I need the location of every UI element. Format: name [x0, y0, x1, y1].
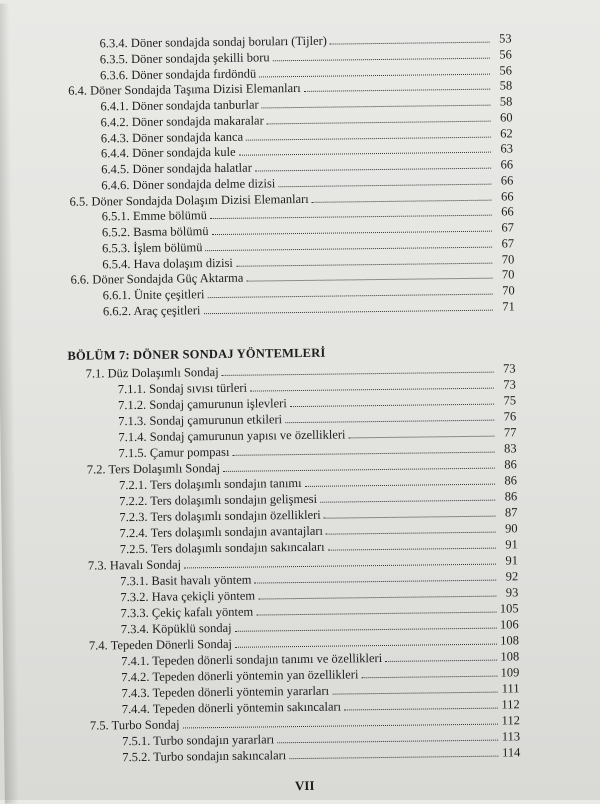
- toc-entry-page: 70: [501, 267, 515, 282]
- toc-entry-text: Döner Sondajda Dolaşım Dizisi Elemanları: [91, 191, 309, 209]
- toc-entry-text: Tepeden dönerli yöntemin yan özellikleri: [152, 667, 359, 684]
- toc-entry-number: 7.4.4.: [121, 701, 150, 717]
- toc-entry-text: Ters dolaşımlı sondajın sakıncaları: [150, 539, 325, 556]
- toc-entry-number: 7.1.2.: [117, 397, 147, 413]
- toc-entry-text: Tepeden Dönerli Sondaj: [110, 636, 233, 653]
- dot-leader: [285, 420, 494, 424]
- toc-entry-page: 112: [501, 713, 521, 728]
- toc-entry-text: Döner sondajda tanburlar: [131, 97, 259, 114]
- toc-entry-page: 114: [501, 745, 521, 760]
- toc-entry-text: Çamur pompası: [149, 444, 230, 460]
- toc-entry-title: [121, 621, 232, 636]
- toc-entry-number: 6.3.6.: [99, 67, 129, 82]
- toc-entry-page: 108: [500, 633, 520, 648]
- toc-section-chapter-6: [0, 0, 595, 319]
- toc-entry-page: 58: [499, 94, 513, 109]
- toc-entry-number: 6.4.6.: [101, 177, 130, 193]
- toc-entry-text: Ters Dolaşımlı Sondaj: [108, 460, 221, 477]
- toc-entry-number: 6.4.2.: [100, 114, 129, 130]
- toc-entry-page: 112: [501, 697, 520, 712]
- dot-leader: [289, 756, 498, 760]
- toc-entry-page: 73: [503, 361, 516, 376]
- toc-entry-page: 108: [500, 649, 520, 664]
- toc-entry-number: 6.5.2.: [101, 225, 131, 240]
- toc-entry-text: Döner sondajda fırdöndü: [131, 66, 257, 82]
- dot-leader: [328, 548, 496, 551]
- toc-entry-number: 7.5.: [89, 718, 109, 733]
- toc-entry-page: 111: [501, 681, 520, 696]
- toc-entry-number: 7.1.: [85, 366, 105, 381]
- toc-entry-text: Döner Sondajda Taşıma Dizisi Elemanları: [89, 81, 301, 98]
- toc-entry-page: 66: [500, 173, 514, 188]
- dot-leader: [361, 676, 497, 679]
- toc-entry-text: Havalı Sondaj: [109, 557, 182, 573]
- toc-entry-text: Döner sondajda sondaj boruları (Tijler): [130, 33, 327, 51]
- toc-entry-page: 113: [501, 729, 521, 744]
- toc-entry-title: [119, 445, 230, 460]
- toc-entry-text: Ters dolaşımlı sondajın tanımı: [149, 475, 302, 492]
- toc-entry-text: Hava dolaşım dizisi: [133, 255, 233, 271]
- toc-entry-text: Basit havalı yöntem: [151, 572, 252, 588]
- toc-entry-page: 90: [504, 521, 518, 536]
- toc-entry-text: Turbo sondajın yararları: [153, 732, 275, 748]
- dot-leader: [330, 42, 490, 45]
- toc-entry-page: 93: [505, 585, 519, 600]
- toc-entry-page: 60: [499, 110, 513, 125]
- toc-entry-text: Döner sondajda halatlar: [132, 160, 252, 177]
- dot-leader: [273, 57, 490, 61]
- toc-entry-title: [90, 717, 180, 732]
- toc-entry-page: 92: [505, 569, 519, 584]
- toc-entry-number: 7.1.4.: [118, 429, 147, 445]
- toc-entry-text: Döner sondajda makaralar: [131, 113, 264, 129]
- dot-leader: [278, 183, 491, 187]
- toc-entry-text: Turbo Sondaj: [111, 717, 180, 733]
- toc-entry-number: 7.1.3.: [118, 413, 147, 429]
- toc-entry-text: Ters dolaşımlı sondajın avantajları: [150, 523, 324, 540]
- toc-entry-number: 7.2.5.: [119, 541, 149, 557]
- toc-entry-number: 6.3.5.: [99, 51, 129, 67]
- toc-entry-text: Sondaj sıvısı türleri: [149, 380, 248, 396]
- toc-entry-number: 7.4.1.: [121, 653, 150, 669]
- dot-leader: [305, 484, 495, 487]
- dot-leader: [250, 388, 494, 392]
- toc-entry-page: 105: [499, 601, 519, 616]
- toc-entry-text: Ters dolaşımlı sondajın gelişmesi: [150, 491, 318, 508]
- toc-entry-page: 66: [500, 188, 514, 204]
- toc-entry-page: 86: [504, 457, 517, 472]
- toc-entry-text: İşlem bölümü: [133, 239, 203, 255]
- dot-leader: [277, 740, 498, 744]
- toc-entry-page: 87: [504, 505, 518, 520]
- toc-entry-number: 7.4.: [88, 638, 108, 653]
- dot-leader: [258, 596, 496, 600]
- toc-entry-text: Çekiç kafalı yöntem: [151, 604, 254, 620]
- toc-entry-number: 7.5.2.: [122, 749, 151, 765]
- toc-entry-number: 6.4.3.: [100, 130, 129, 145]
- dot-leader: [312, 199, 492, 202]
- toc-entry-text: Tepeden dönerli sondajın tanımı ve özellikleri: [152, 651, 383, 668]
- toc-entry-page: 86: [504, 489, 518, 504]
- page-number: VII: [294, 777, 315, 794]
- dot-leader: [324, 516, 496, 519]
- toc-entry-page: 86: [504, 473, 518, 488]
- toc-entry-number: 7.2.3.: [119, 509, 148, 525]
- dot-leader: [254, 580, 496, 584]
- toc-entry-number: 7.2.1.: [118, 477, 148, 493]
- toc-entry-page: 91: [505, 537, 518, 552]
- toc-entry-text: Döner sondajda kanca: [131, 129, 244, 145]
- toc-entry-page: 91: [505, 553, 519, 568]
- toc-entry-number: 6.4.5.: [101, 162, 130, 177]
- toc-entry-text: Araç çeşitleri: [133, 302, 201, 318]
- toc-entry-page: 70: [501, 251, 515, 267]
- toc-entry-number: 6.4.: [68, 83, 88, 99]
- toc-entry-text: Ünite çeşitleri: [133, 287, 205, 303]
- toc-entry-text: Döner sondajda delme dizisi: [132, 176, 276, 192]
- dot-leader: [320, 500, 495, 503]
- toc-entry-page: 83: [504, 441, 517, 456]
- dot-leader: [332, 692, 497, 695]
- toc-entry-page: 77: [503, 425, 517, 440]
- toc-entry-page: 70: [502, 283, 515, 298]
- toc-entry-number: 7.3.1.: [120, 573, 149, 589]
- toc-entry-text: Düz Dolaşımlı Sondaj: [107, 364, 219, 381]
- toc-entry-text: Tepeden dönerli yöntemin sakıncaları: [152, 699, 342, 716]
- toc-entry-number: 6.4.4.: [100, 146, 130, 161]
- toc-entry-page: 66: [501, 204, 514, 219]
- dot-leader: [349, 436, 495, 439]
- dot-leader: [256, 612, 496, 616]
- toc-entry-title: [103, 303, 201, 318]
- toc-entry-text: Tepeden dönerli yöntemin yararları: [152, 683, 330, 700]
- toc-entry-text: Sondaj çamurunun yapısı ve özellikleri: [149, 427, 346, 444]
- toc-entry-page: 66: [500, 157, 514, 172]
- dot-leader: [385, 660, 497, 662]
- toc-entry-number: 7.3.: [87, 558, 107, 573]
- toc-entry-number: 6.3.4.: [99, 36, 128, 51]
- toc-entry-text: Turbo sondajın sakıncaları: [153, 748, 287, 764]
- toc-entry-page: 75: [503, 393, 517, 408]
- toc-entry-number: 7.1.5.: [118, 445, 147, 461]
- toc-entry-number: 6.5.: [69, 194, 89, 209]
- toc-entry-number: 6.5.4.: [102, 256, 131, 271]
- toc-entry-number: 7.3.4.: [120, 621, 149, 637]
- dot-leader: [203, 309, 492, 314]
- toc-entry-number: 7.5.1.: [122, 733, 151, 749]
- toc-entry-text: Köpüklü sondaj: [151, 620, 232, 636]
- toc-entry-text: Ters dolaşımlı sondajın özellikleri: [150, 507, 321, 524]
- dot-leader: [290, 404, 494, 407]
- toc-entry-page: 56: [499, 47, 512, 62]
- toc-entry-page: 67: [501, 220, 514, 235]
- toc-entry-text: Döner Sondajda Güç Aktarma: [92, 270, 244, 287]
- dot-leader: [326, 532, 496, 535]
- toc-entry-text: Hava çekiçli yöntem: [151, 588, 256, 604]
- toc-entry-number: 7.4.2.: [121, 669, 150, 685]
- toc-entry-page: 76: [503, 409, 517, 424]
- toc-entry-number: 6.5.3.: [102, 240, 131, 256]
- toc-entry-number: 6.6.1.: [102, 288, 131, 303]
- toc-entry-number: 7.4.3.: [121, 685, 150, 701]
- toc-entry-page: 56: [499, 62, 513, 78]
- chapter-7-heading: BÖLÜM 7: DÖNER SONDAJ YÖNTEMLERİ: [67, 345, 326, 363]
- toc-entry-page: 71: [502, 299, 515, 314]
- toc-entry-text: Döner sondajda şekilli boru: [130, 50, 270, 66]
- toc-entry-number: 7.2.: [86, 462, 106, 477]
- toc-entry-page: 63: [500, 141, 514, 156]
- toc-entry-number: 6.6.2.: [102, 303, 132, 319]
- toc-entry-text: Emme bölümü: [132, 208, 208, 224]
- toc-entry-page: 62: [500, 125, 513, 141]
- toc-entry-number: 7.3.2.: [120, 589, 149, 605]
- toc-entry-number: 7.1.1.: [117, 381, 147, 397]
- toc-entry-title: [122, 748, 286, 764]
- toc-entry-page: 53: [499, 31, 512, 46]
- toc-entry-title: [88, 557, 181, 572]
- toc-entry-page: 67: [501, 236, 515, 251]
- toc-entry-text: Döner sondajda kule: [132, 145, 236, 161]
- toc-entry-page: 73: [503, 377, 516, 392]
- toc-entry-number: 6.6.: [70, 272, 90, 288]
- page-binding-shadow: [0, 4, 19, 804]
- dot-leader: [304, 89, 490, 92]
- toc-entry-number: 7.2.2.: [119, 493, 148, 509]
- toc-entry-number: 6.5.1.: [101, 209, 130, 224]
- toc-entry-number: 7.3.3.: [120, 605, 149, 621]
- toc-entry-number: 6.4.1.: [100, 99, 129, 114]
- toc-entry-text: Basma bölümü: [133, 224, 209, 240]
- toc-entry-page: 109: [500, 665, 520, 680]
- toc-entry-text: Sondaj çamurunun işlevleri: [149, 396, 287, 412]
- toc-entry-text: Sondaj çamurunun etkileri: [149, 412, 283, 428]
- toc-entry-number: 7.2.4.: [119, 525, 148, 541]
- toc-entry-page: 106: [499, 617, 519, 632]
- toc-entry-page: 58: [499, 78, 513, 93]
- dot-leader: [344, 708, 498, 711]
